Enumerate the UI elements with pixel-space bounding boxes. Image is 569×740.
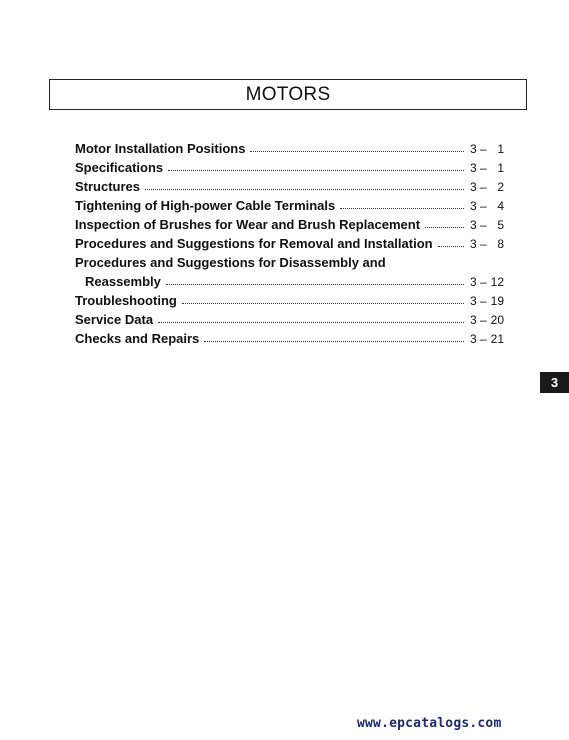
toc-entry-label-line1: Procedures and Suggestions for Disassembly and [75, 255, 386, 270]
dot-leader [182, 302, 464, 304]
watermark-text: www.epcatalogs.com [357, 716, 502, 731]
toc-entry[interactable] [75, 196, 504, 215]
dot-leader [425, 226, 464, 228]
toc-entry[interactable] [75, 158, 504, 177]
toc-entry-page: 3 – 1 [470, 161, 504, 175]
table-of-contents [75, 139, 504, 348]
toc-entry-label: Service Data [75, 312, 154, 327]
dot-leader [438, 245, 464, 247]
toc-entry-page: 3 – 5 [470, 218, 504, 232]
toc-entry-label: Checks and Repairs [75, 331, 200, 346]
toc-entry-label-line2: Reassembly [85, 274, 161, 289]
toc-entry-page: 3 – 19 [470, 294, 504, 308]
section-title-box [49, 79, 527, 110]
dot-leader [250, 150, 464, 152]
toc-entry-page: 3 – 21 [470, 332, 504, 346]
toc-entry[interactable] [75, 215, 504, 234]
toc-entry-label: Structures [75, 179, 141, 194]
toc-entry-label: Inspection of Brushes for Wear and Brush Replacement [75, 217, 421, 232]
toc-entry-page: 3 – 2 [470, 180, 504, 194]
dot-leader [145, 188, 464, 190]
toc-entry-page: 3 – 4 [470, 199, 504, 213]
toc-entry[interactable] [75, 310, 504, 329]
dot-leader [168, 169, 464, 171]
section-tab-marker: 3 [540, 372, 569, 393]
dot-leader [340, 207, 464, 209]
toc-entry[interactable] [75, 177, 504, 196]
toc-entry-page: 3 – 8 [470, 237, 504, 251]
toc-entry-label: Procedures and Suggestions for Removal and Installation [75, 236, 433, 251]
toc-entry-label: Tightening of High-power Cable Terminals [75, 198, 336, 213]
toc-entry[interactable] [75, 139, 504, 158]
section-title: MOTORS [245, 83, 331, 105]
toc-entry[interactable] [75, 253, 504, 291]
toc-entry-page: 3 – 12 [470, 275, 504, 289]
toc-entry[interactable] [75, 329, 504, 348]
toc-entry-label: Motor Installation Positions [75, 141, 246, 156]
toc-entry-page: 3 – 20 [470, 313, 504, 327]
dot-leader [158, 321, 464, 323]
toc-entry[interactable] [75, 291, 504, 310]
toc-entry[interactable] [75, 234, 504, 253]
dot-leader [166, 283, 464, 285]
toc-entry-label: Troubleshooting [75, 293, 177, 308]
toc-entry-label: Specifications [75, 160, 164, 175]
dot-leader [204, 340, 464, 342]
toc-entry-page: 3 – 1 [470, 142, 504, 156]
